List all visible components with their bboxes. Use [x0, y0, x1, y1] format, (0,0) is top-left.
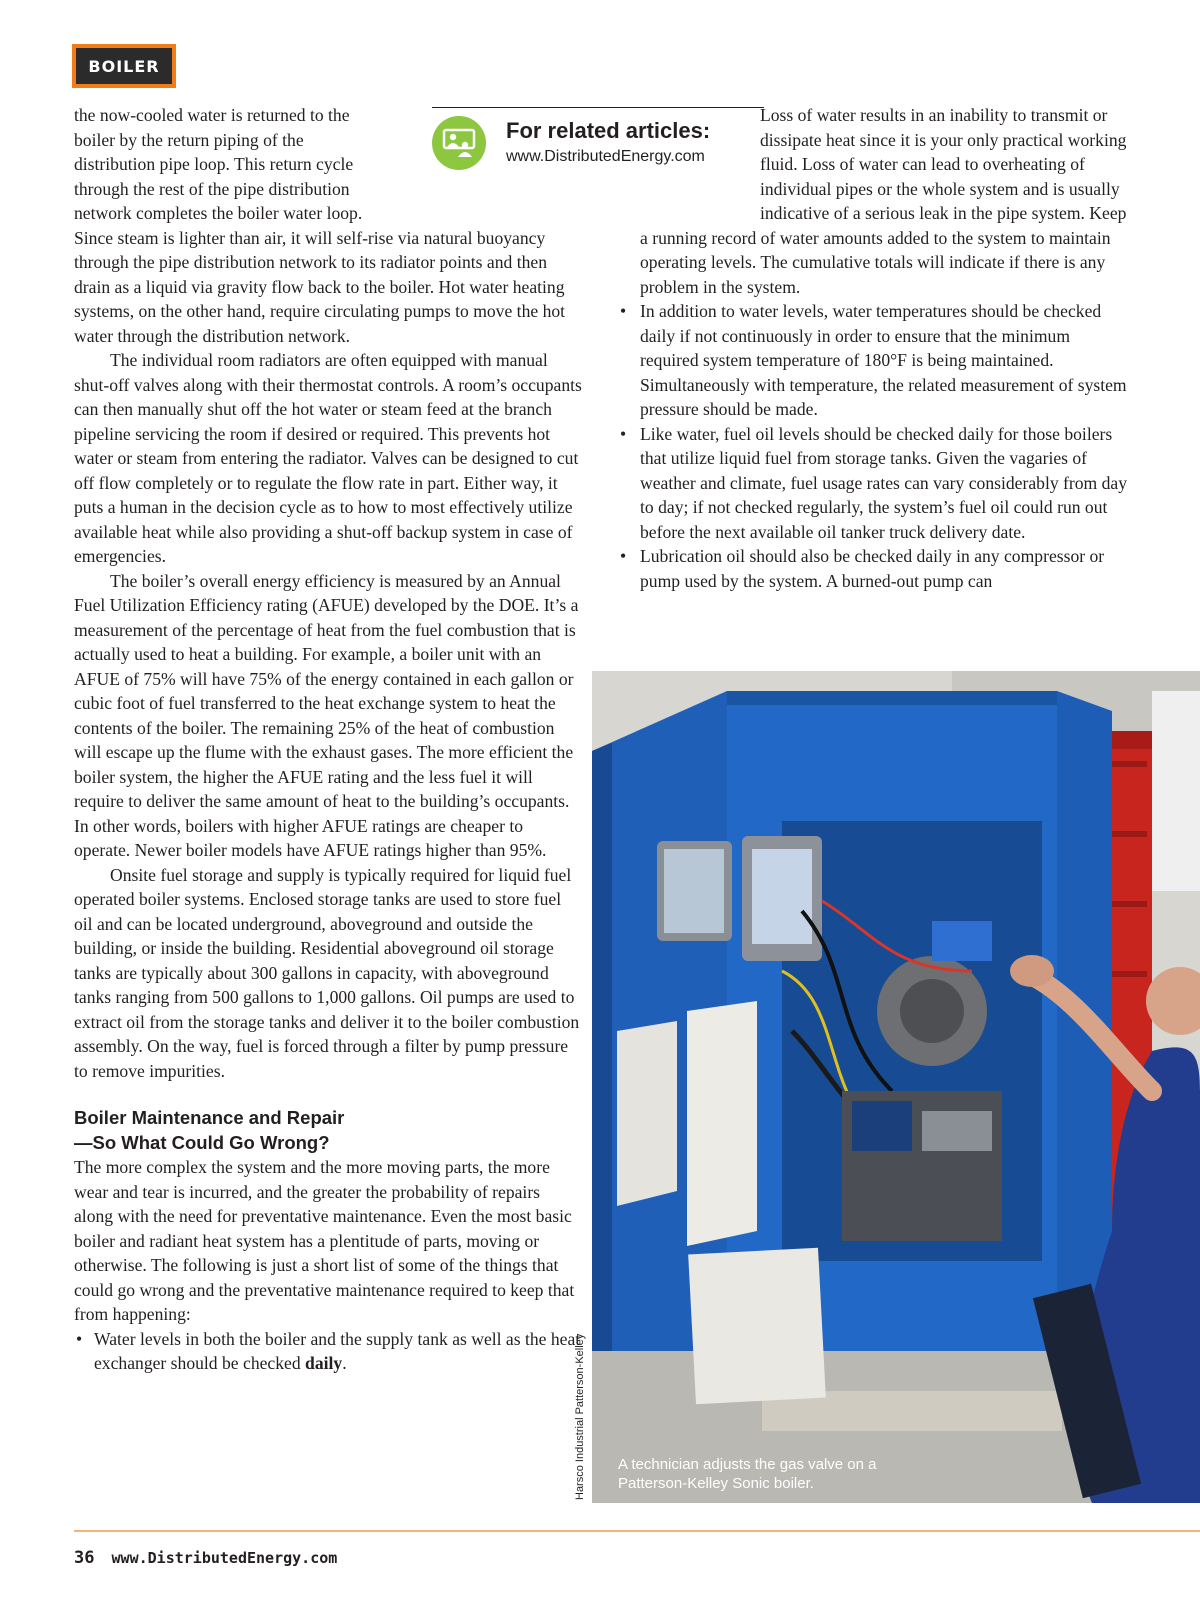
list-item-text: Water levels in both the boiler and the supply tank as well as the heat exchanger should be checked: [94, 1328, 581, 1373]
callout-spacer: [386, 103, 582, 205]
page-number: 36: [74, 1548, 95, 1568]
list-item: • Lubrication oil should also be checked daily in any compressor or pump used by the system. A burned-out pump can: [640, 544, 1130, 593]
punctuation: .: [342, 1353, 347, 1373]
related-articles-title: For related articles:: [506, 118, 711, 143]
section-heading-line: —So What Could Go Wrong?: [74, 1131, 330, 1153]
boiler-photo: [592, 671, 1200, 1503]
paragraph: the now-cooled water is returned to the boiler by the return piping of the distribution pipe loop. This return cycle through the rest of the pipe distribution network completes the boiler water loop. Since steam is lighter than air, it will self-rise via natural buoyancy through the pipe distribution network to its radiator points and then drain as a liquid via gravity flow back to the boiler. Hot water heating systems, on the other hand, require circulating pumps to move the hot water through the distribution network.: [74, 105, 566, 346]
section-tag: BOILER: [72, 44, 176, 88]
photo-credit: Harsco Industrial Patterson-Kelley: [574, 1333, 586, 1500]
footer-divider: [74, 1530, 1200, 1532]
section-heading: [74, 1106, 582, 1155]
emphasis: daily: [305, 1353, 343, 1373]
related-articles-link[interactable]: www.DistributedEnergy.com: [506, 148, 705, 165]
paragraph: Onsite fuel storage and supply is typically required for liquid fuel operated boiler systems. Enclosed storage tanks are used to store fuel oil and can be located underground, aboveground and outside the building, or inside the building. Residential aboveground oil storage tanks are typically about 300 gallons in capacity, with aboveground tanks ranging from 500 gallons to 1,000 gallons. Oil pumps are used to extract oil from the storage tanks and deliver it to the boiler combustion assembly. On the way, fuel is forced through a filter by pump pressure to remove impurities.: [74, 864, 580, 1081]
list-item: • In addition to water levels, water temperatures should be checked daily if not continuously in order to ensure that the minimum required system temperature of 180°F is being maintained. Simultaneously with temperature, the related measurement of system pressure should be made.: [640, 299, 1130, 422]
list-item: [74, 1327, 582, 1376]
photo-caption: A technician adjusts the gas valve on a Patterson-Kelley Sonic boiler.: [618, 1456, 877, 1492]
list-item: • Like water, fuel oil levels should be checked daily for those boilers that utilize liquid fuel from storage tanks. Given the vagaries of weather and climate, fuel usage rates can vary considerably from day to day; if not checked regularly, the system’s fuel oil could run out before the next available oil tanker truck delivery date.: [640, 422, 1130, 545]
bullet-list: [640, 299, 1130, 593]
left-column: [74, 103, 582, 1376]
right-column: [640, 103, 1130, 593]
paragraph: The more complex the system and the more moving parts, the more wear and tear is incurred, and the greater the probability of repairs along with the need for preventative maintenance. Even the most basic boiler and radiant heat system has a plentitude of parts, moving or otherwise. The following is just a short list of some of the things that could go wrong and the preventative maintenance required to keep that from happening:: [74, 1157, 575, 1324]
paragraph: Loss of water results in an inability to transmit or dissipate heat since it is your only practical working fluid. Loss of water can lead to overheating of individual pipes or the whole system and is usually indicative of a serious leak in the pipe system. Keep a running record of water amounts added to the system to maintain operating levels. The cumulative totals will indicate if there is any problem in the system.: [640, 105, 1127, 297]
callout-spacer: [640, 103, 760, 205]
bullet-list: [74, 1327, 582, 1376]
paragraph: The individual room radiators are often equipped with manual shut-off valves along with their thermostat controls. A room’s occupants can then manually shut off the hot water or steam feed at the branch pipeline servicing the room if desired or required. This prevents hot water or steam from entering the radiator. Valves can be designed to cut off flow completely or to regulate the flow rate in part. Either way, it puts a human in the decision cycle as to how to most effectively utilize available heat while also providing a shut-off backup system in case of emergencies.: [74, 350, 582, 566]
paragraph: The boiler’s overall energy efficiency is measured by an Annual Fuel Utilization Efficiency rating (AFUE) developed by the DOE. It’s a measurement of the percentage of heat from the fuel combustion that is actually used to heat a building. For example, a boiler unit with an AFUE of 75% will have 75% of the energy contained in each gallon or cubic foot of fuel transferred to the heat exchange system to heat the contents of the boiler. The remaining 25% of the heat of combustion will escape up the flume with the exhaust gases. The more efficient the boiler system, the higher the AFUE rating and the less fuel it will require to deliver the same amount of heat to the building’s occupants. In other words, boilers with higher AFUE ratings are cheaper to operate. Newer boiler models have AFUE ratings higher than 95%.: [74, 570, 579, 860]
page-footer: [74, 1548, 337, 1568]
section-heading-line: Boiler Maintenance and Repair: [74, 1107, 345, 1128]
footer-url[interactable]: www.DistributedEnergy.com: [111, 1549, 338, 1567]
